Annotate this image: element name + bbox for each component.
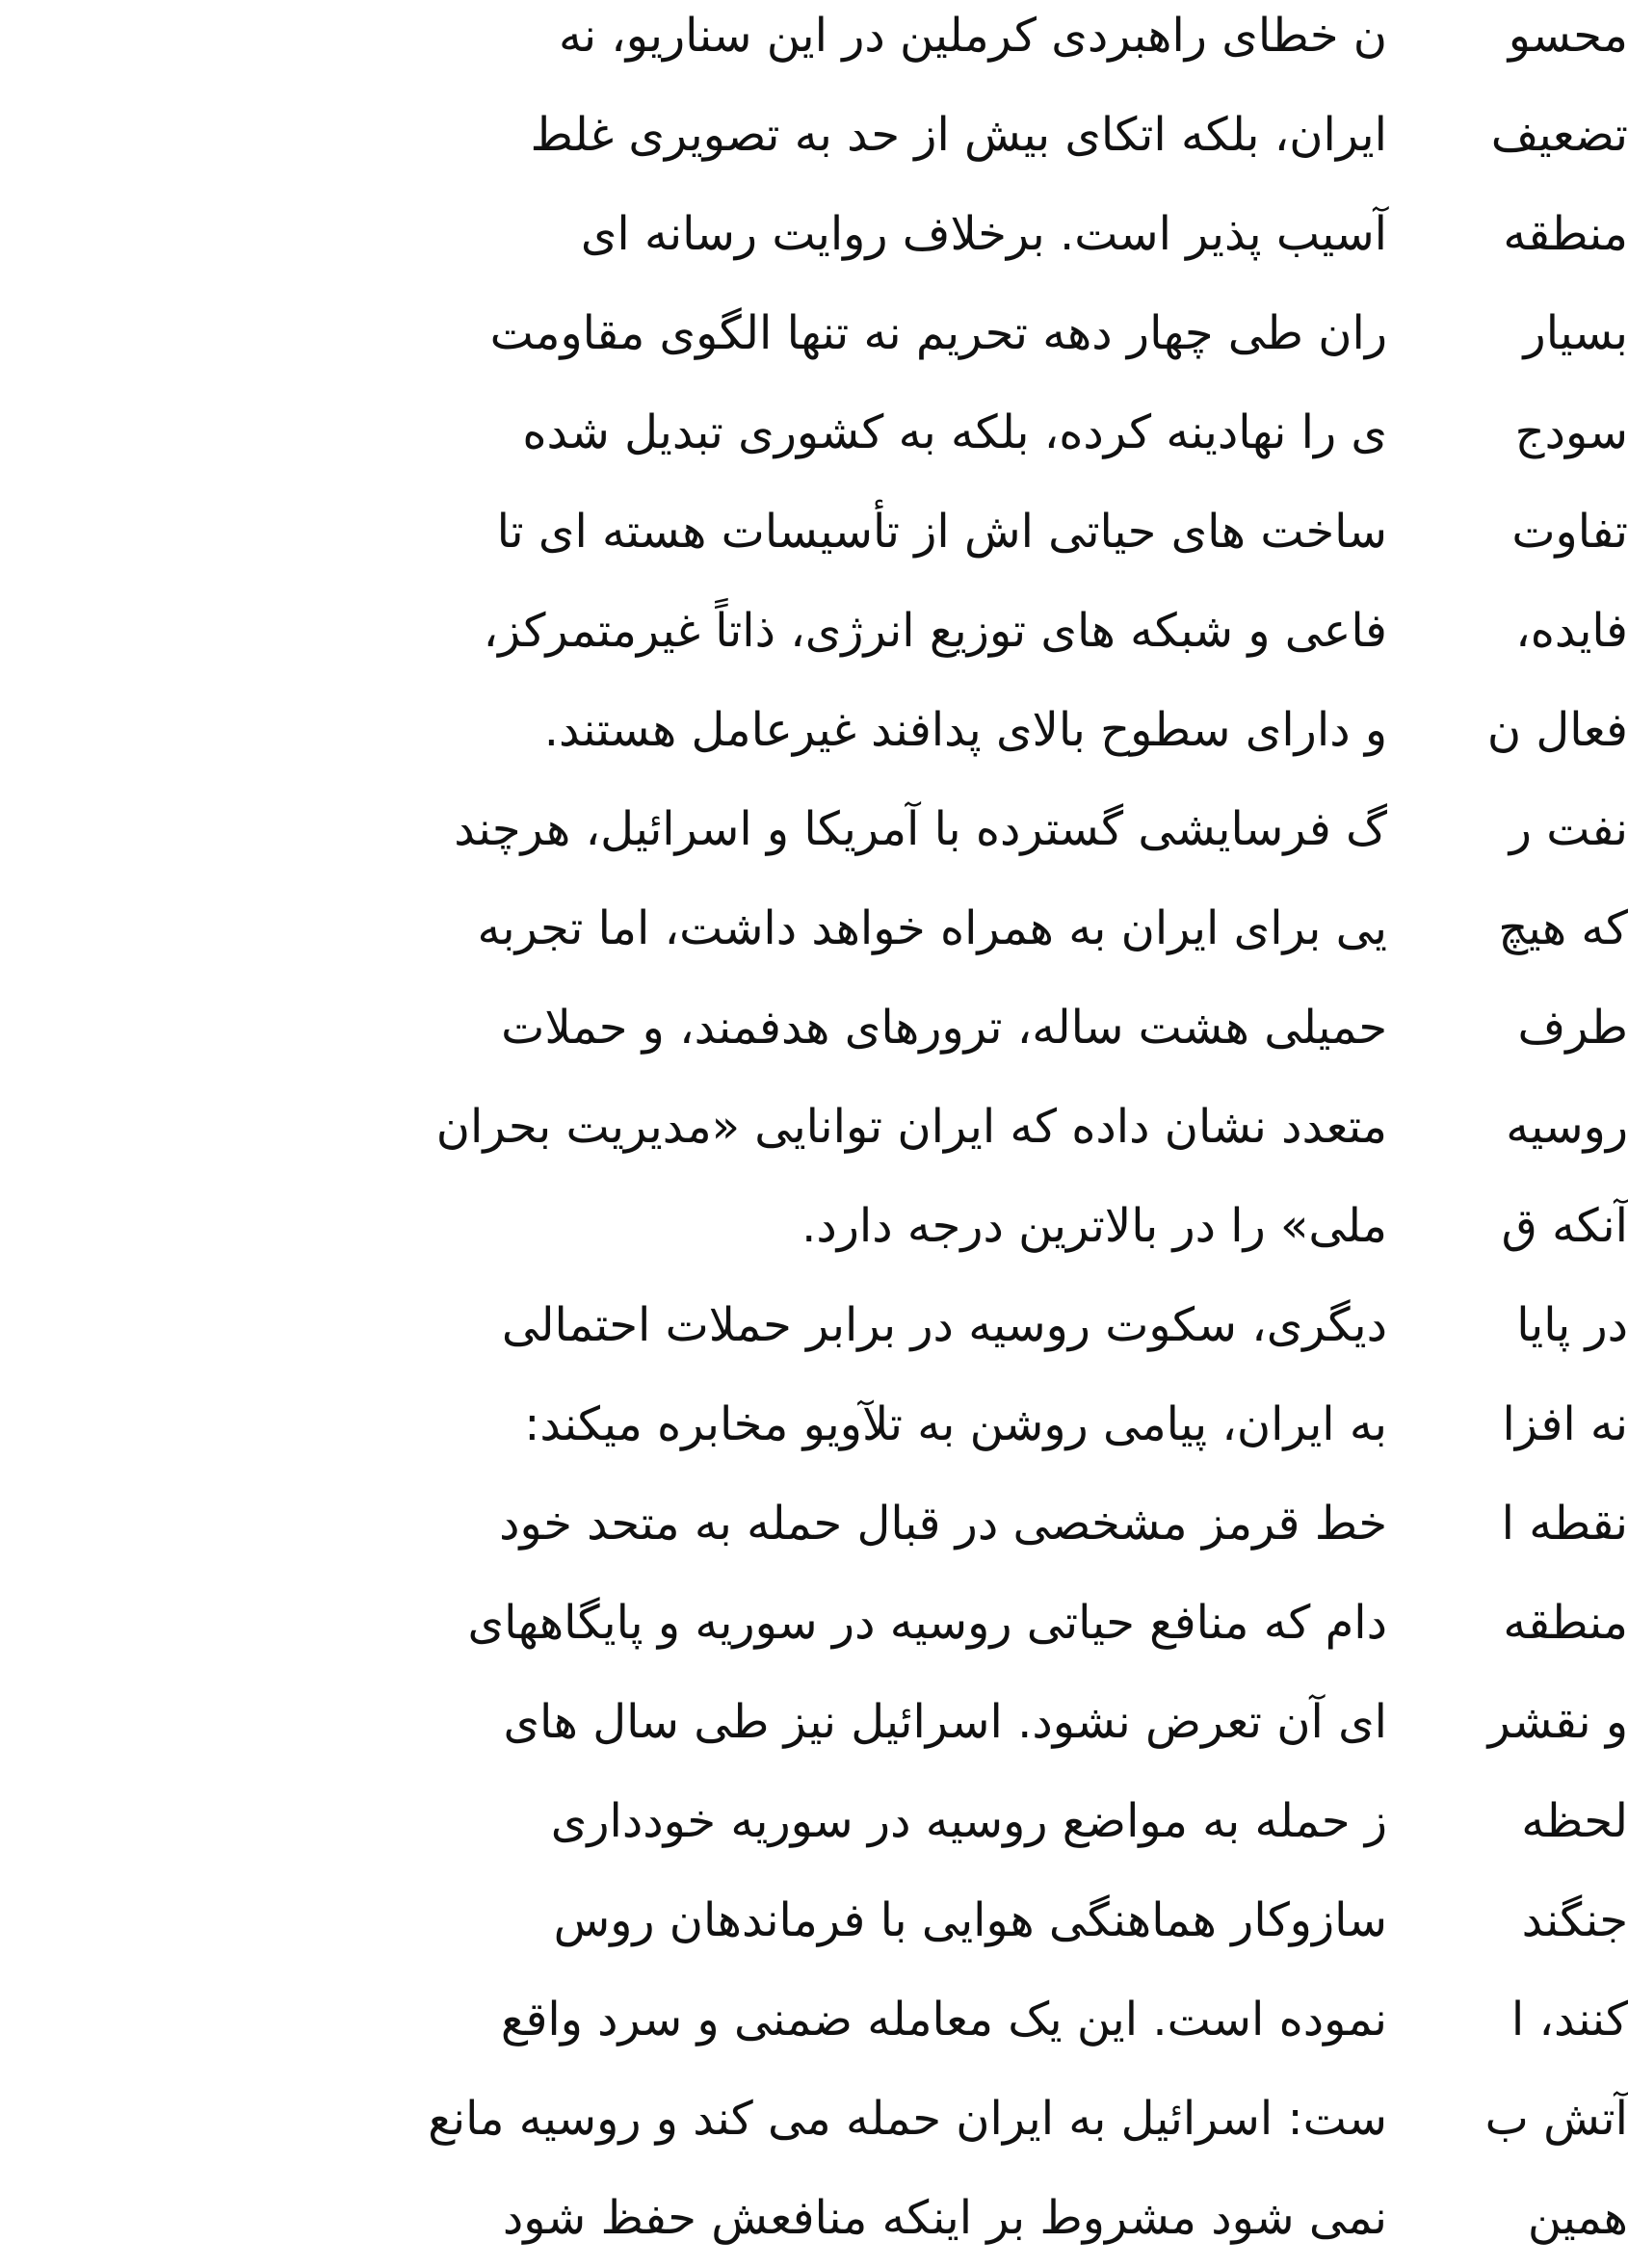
text-line: متعدد نشان داده که ایران توانایی «مدیریت بحران [435, 1100, 1387, 1154]
text-line: در پایا [1516, 1298, 1628, 1352]
text-line: گ فرسایشی گسترده با آمریکا و اسرائیل، هرچند [454, 802, 1387, 856]
text-line: سودج [1514, 405, 1628, 459]
text-line: خط قرمز مشخصی در قبال حمله به متحد خود [499, 1497, 1387, 1551]
text-line: ایران، بلکه اتکای بیش از حد به تصویری غلط [530, 108, 1387, 162]
text-line: کنند، ا [1510, 1993, 1628, 2046]
text-line: روسیه [1506, 1100, 1628, 1154]
text-line: حمیلی هشت ساله، ترورهای هدفمند، و حملات [501, 1001, 1387, 1055]
text-line: و دارای سطوح بالای پدافند غیرعامل هستند. [543, 703, 1387, 757]
text-line: محسو [1508, 9, 1628, 63]
text-line: نمی شود مشروط بر اینکه منافعش حفظ شود [502, 2191, 1387, 2245]
text-line: که هیچ [1498, 901, 1628, 955]
text-line: نقطه ا [1501, 1497, 1628, 1551]
text-line: به ایران، پیامی روشن به تلآویو مخابره میکند: [524, 1397, 1387, 1451]
text-line: تفاوت [1511, 505, 1628, 559]
text-line: سازوکار هماهنگی هوایی با فرماندهان روس [553, 1893, 1387, 1947]
text-line: فایده، [1515, 604, 1628, 658]
text-line: و نقشر [1487, 1695, 1628, 1749]
text-line: ز حمله به مواضع روسیه در سوریه خودداری [550, 1794, 1387, 1848]
text-line: طرف [1517, 1001, 1628, 1055]
text-line: یی برای ایران به همراه خواهد داشت، اما تجربه [477, 901, 1387, 955]
text-line: آنکه ق [1501, 1199, 1628, 1253]
text-line: دیگری، سکوت روسیه در برابر حملات احتمالی [501, 1298, 1387, 1352]
text-line: منطقه [1503, 1596, 1628, 1650]
text-line: ی را نهادینه کرده، بلکه به کشوری تبدیل شده [522, 405, 1387, 459]
text-line: ن خطای راهبردی کرملین در این سناریو، نه [558, 9, 1387, 63]
text-line: بسیار [1523, 306, 1628, 360]
text-line: جنگند [1521, 1893, 1628, 1947]
text-line: ساخت های حیاتی اش از تأسیسات هسته ای تا [496, 505, 1387, 559]
text-line: نه افزا [1502, 1397, 1628, 1451]
text-line: ملی» را در بالاترین درجه دارد. [801, 1199, 1387, 1253]
text-line: منطقه [1503, 207, 1628, 261]
text-line: دام که منافع حیاتی روسیه در سوریه و پایگاههای [467, 1596, 1387, 1650]
text-line: نفت ر [1509, 802, 1628, 856]
text-line: ست: اسرائیل به ایران حمله می کند و روسیه مانع [428, 2092, 1387, 2146]
text-line: همین [1527, 2191, 1628, 2245]
text-line: فعال ن [1486, 703, 1628, 757]
text-line: آتش ب [1484, 2092, 1628, 2146]
text-line: فاعی و شبکه های توزیع انرژی، ذاتاً غیرمتمرکز، [483, 604, 1387, 658]
text-line: ران طی چهار دهه تحریم نه تنها الگوی مقاومت [489, 306, 1387, 360]
text-line: نموده است. این یک معامله ضمنی و سرد واقع [500, 1993, 1387, 2046]
text-line: ای آن تعرض نشود. اسرائیل نیز طی سال های [503, 1695, 1387, 1749]
text-line: آسیب پذیر است. برخلاف روایت رسانه ای [580, 207, 1387, 261]
text-line: لحظه [1521, 1794, 1628, 1848]
text-line: تضعیف [1490, 108, 1628, 162]
